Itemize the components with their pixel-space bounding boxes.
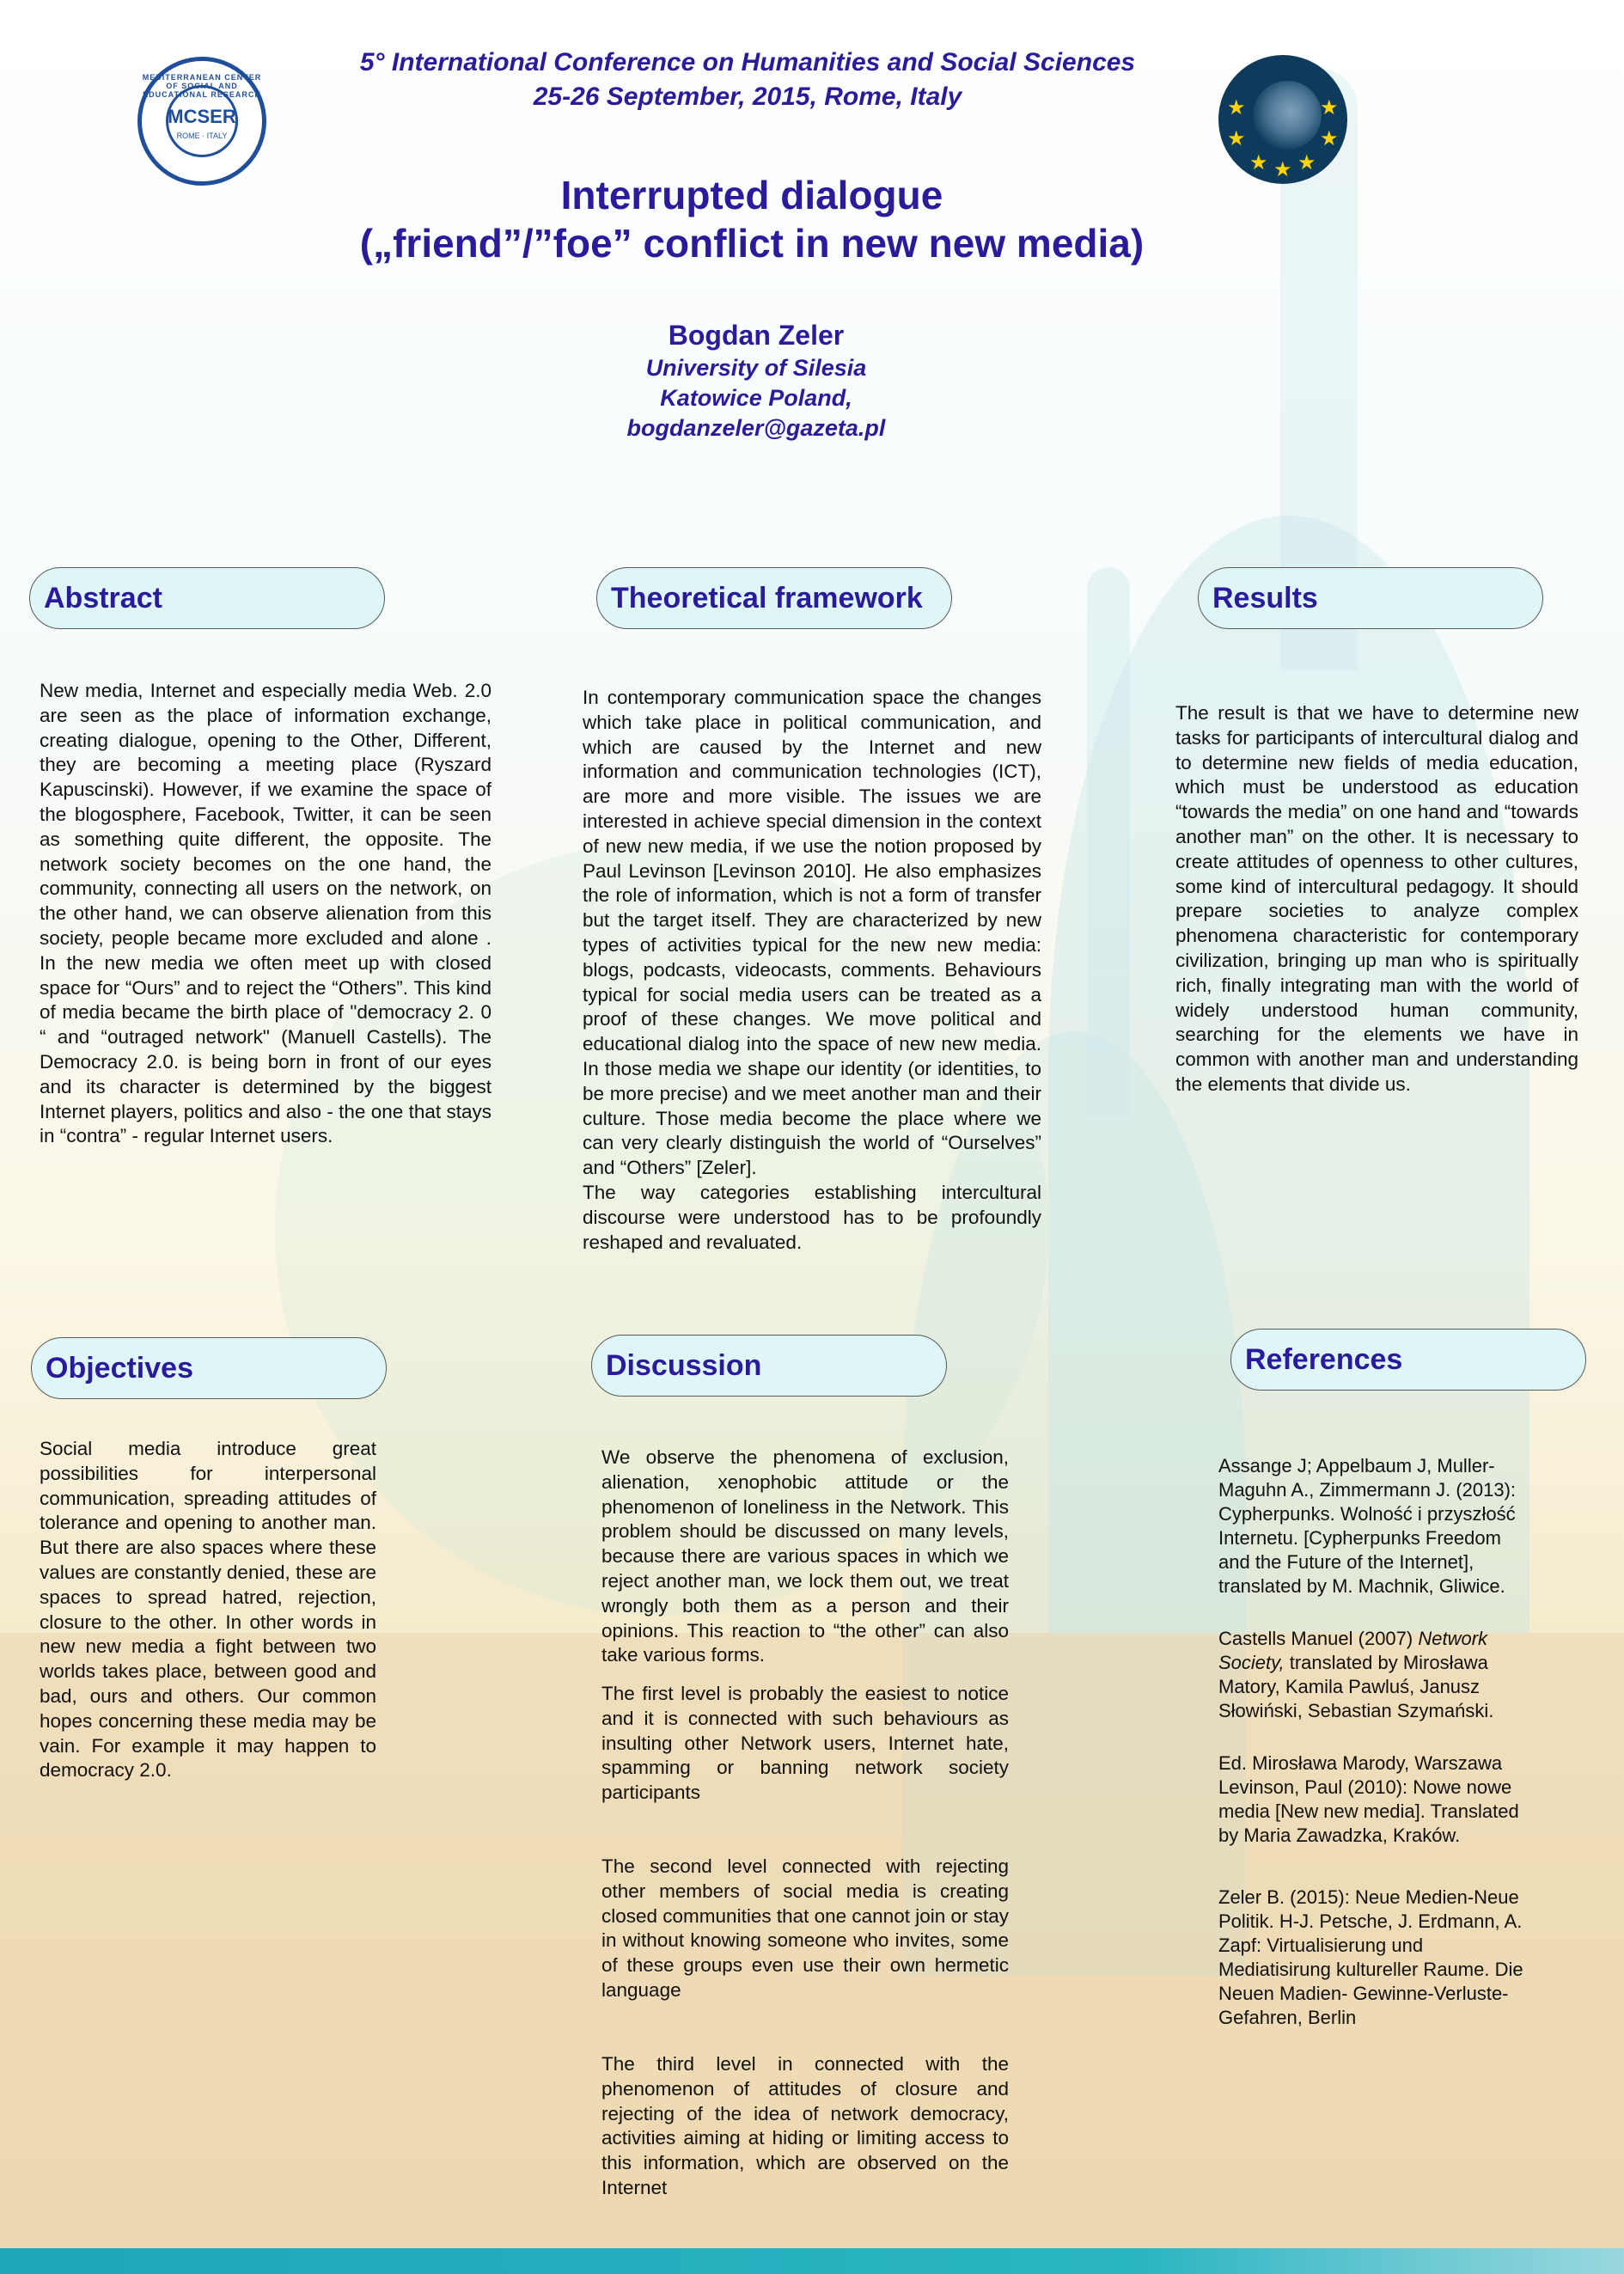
discussion-paragraph-1: We observe the phenomena of exclusion, alienation, xenophobic attitude or the phenomenon of loneliness in the Network. This problem should be discussed on many levels, because there are various spaces in which we reject another man, we lock them out, we treat wrongly both them as a person and their opinions. This reaction to “the other” can also take various forms. (601, 1446, 1009, 1666)
objectives-text: Social media introduce great possibilities for interpersonal communication, spreading attitudes of tolerance and opening to another man. But there are also spaces where these values are constantly denied, these are spaces to spread hatred, rejection, closure to the other. In other words in new new media a fight between two worlds takes place, between good and bad, ours and others. Our common hopes concerning these media may be vain. For example it may happen to democracy 2.0. (40, 1438, 376, 1782)
theoretical-framework-text (583, 686, 1041, 1255)
objectives-heading: Objectives (31, 1337, 387, 1399)
author-name: Bogdan Zeler (668, 320, 845, 351)
theoretical-framework-heading: Theoretical framework (596, 567, 952, 629)
results-heading: Results (1198, 567, 1543, 629)
author-email: bogdanzeler@gazeta.pl (626, 415, 886, 441)
poster-subtitle: („friend”/”foe” conflict in new new media) (359, 221, 1145, 266)
conference-name: 5° International Conference on Humanities and Social Sciences (359, 48, 1136, 76)
discussion-paragraph-3: The second level connected with rejecting other members of social media is creating closed communities that one cannot join or stay in without knowing someone who invites, some of these groups even use their own hermetic language (601, 1855, 1010, 2001)
mcser-logo: MEDITERRANEAN CENTER OF SOCIAL AND EDUCATIONAL RESEARCH MCSER ROME · ITALY (137, 57, 266, 186)
author-university: University of Silesia (645, 355, 867, 381)
discussion-heading: Discussion (591, 1335, 947, 1397)
discussion-paragraph-2: The first level is probably the easiest to notice and it is connected with such behaviours as insulting other Network users, Internet hate, spamming or banning network society participants (601, 1683, 1009, 1804)
reference-levinson: Ed. Mirosława Marody, Warszawa Levinson, Paul (2010): Nowe nowe media [New new media]. Translated by Maria Zawadzka, Kraków. (1218, 1752, 1519, 1846)
reference-assange: Assange J; Appelbaum J, Muller-Maguhn A., Zimmermann J. (2013): Cypherpunks. Wolność i przyszłość Internetu. [Cypherpunks Freedom and the Future of the Internet], translated by M. Machnik, Gliwice. (1218, 1455, 1517, 1597)
eu-stars-logo: ★ ★ ★ ★ ★ ★ ★ (1218, 55, 1347, 184)
references-list (1218, 1454, 1528, 2058)
reference-zeler: Zeler B. (2015): Neue Medien-Neue Politik. H-J. Petsche, J. Erdmann, A. Zapf: Virtualisierung und Mediatisirung kultureller Raume. Die Neuen Madien- Gewinne-Verluste-Gefahren, Berlin (1218, 1886, 1523, 2028)
references-heading: References (1230, 1329, 1586, 1391)
author-location: Katowice Poland, (660, 385, 852, 411)
poster-title: Interrupted dialogue (560, 173, 943, 217)
discussion-paragraph-4: The third level in connected with the phenomenon of attitudes of closure and rejecting of the idea of network democracy, activities aiming at hiding or limiting access to this information, which are observed on the Internet (601, 2053, 1009, 2198)
results-text: The result is that we have to determine new tasks for participants of intercultural dialog and to determine new fields of media education, which must be understood as education “towards the media” on one hand and “towards another man” on the other. It is necessary to create attitudes of openness to other cultures, some kind of intercultural pedagogy. It should prepare societies to analyze complex phenomena characteristic for contemporary civilization, bringing up man who is spiritually rich, finally integrating man with the world of widely understood human community, searching for the elements we have in common with another man and understanding the elements that divide us. (1175, 702, 1578, 1095)
abstract-heading: Abstract (29, 567, 385, 629)
theoretical-framework-paragraph-2: The way categories establishing intercultural discourse were understood has to be profoundly reshaped and revaluated. (583, 1181, 1041, 1253)
conference-date: 25-26 September, 2015, Rome, Italy (533, 83, 962, 111)
reference-castells: Castells Manuel (2007) Network Society, translated by Mirosława Matory, Kamila Pawluś, Janusz Słowiński, Sebastian Szymański. (1218, 1628, 1494, 1721)
theoretical-framework-paragraph-1: In contemporary communication space the changes which take place in political communication, and which are caused by the Internet and new information and communication technologies (ICT), are more and more visible. The issues we are interested in achieve special dimension in the context of new new media, if we use the notion proposed by Paul Levinson [Levinson 2010]. He also emphasizes the role of information, which is not a form of transfer but the target itself. They are characterized by new types of activities typical for the new new media: blogs, podcasts, videocasts, comments. Behaviours typical for social media users can be treated as a proof of these changes. We move political and educational dialog into the space of new new media. In those media we shape our identity (or identities, to be more precise) and we meet another man and their culture. Those media become the place where we can very clearly distinguish the world of “Ourselves” and “Others” [Zeler]. (583, 687, 1041, 1179)
abstract-text: New media, Internet and especially media Web. 2.0 are seen as the place of information exchange, creating dialogue, opening to the Other, Different, they are becoming a meeting place (Ryszard Kapuscinski). However, if we examine the space of the blogosphere, Facebook, Twitter, it can be seen as something quite different, the opposite. The network society becomes on the one hand, the community, connecting all users on the network, on the other hand, we can observe alienation from this society, people became more excluded and alone . In the new media we often meet up with closed space for “Ours” and to reject the “Others”. This kind of media became the birth place of "democracy 2. 0 “ and “outraged network" (Manuell Castells). The Democracy 2.0. is being born in front of our eyes and its character is determined by the biggest Internet players, politics and also - the one that stays in “contra” - regular Internet users. (40, 680, 491, 1147)
